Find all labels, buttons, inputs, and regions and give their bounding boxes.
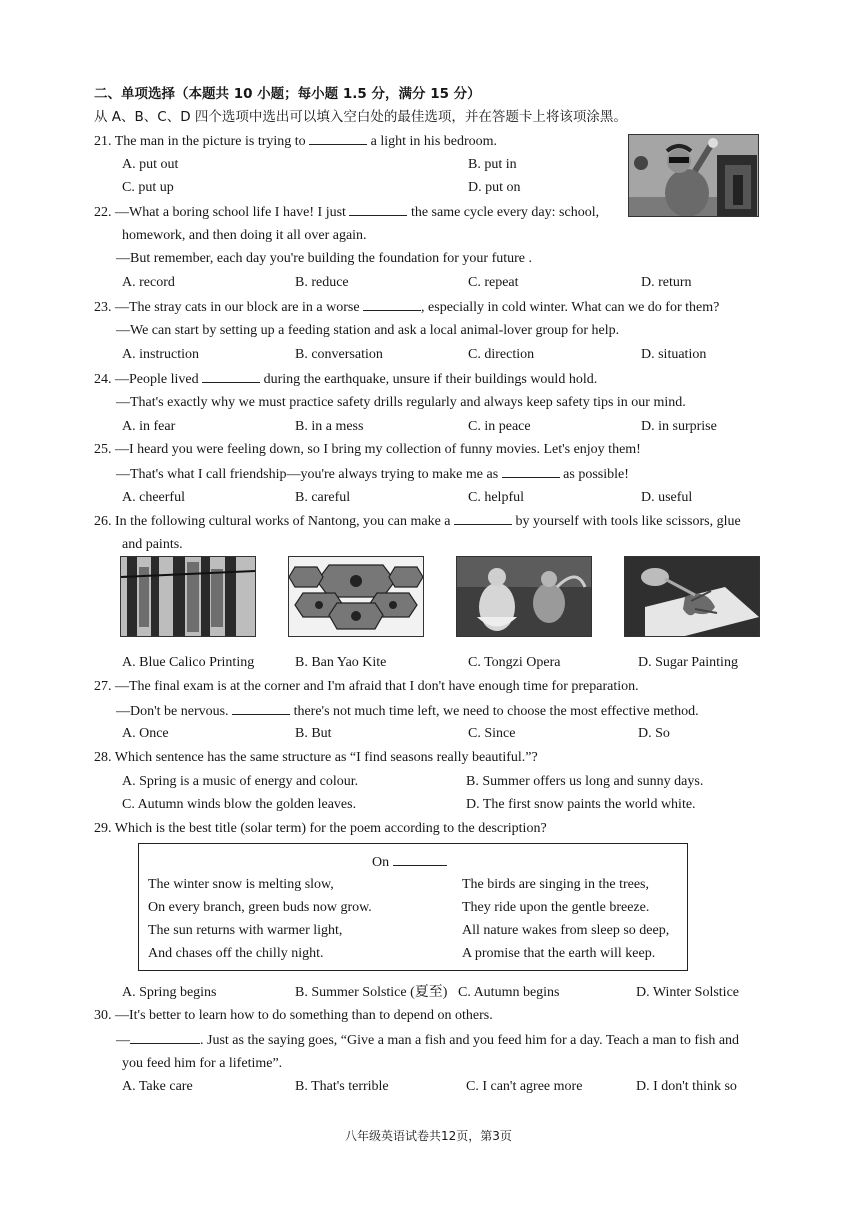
- answer-blank: [130, 1031, 200, 1044]
- q28-option-a: A. Spring is a music of energy and colour.: [122, 774, 359, 789]
- q23-option-a: A. instruction: [122, 347, 199, 362]
- q24-option-d: D. in surprise: [641, 419, 717, 434]
- q24-option-b: B. in a mess: [295, 419, 364, 434]
- answer-blank: [363, 298, 421, 311]
- blue-calico-printing-picture: [120, 556, 256, 637]
- poem-right-line-3: All nature wakes from sleep so deep,: [462, 923, 670, 938]
- q25-text: —That's what I call friendship—you're always trying to make me as: [116, 467, 499, 482]
- q23-line2: —We can start by setting up a feeding station and ask a local animal-lover group for help.: [116, 323, 620, 338]
- answer-blank: [349, 203, 407, 216]
- q25-option-a: A. cheerful: [122, 490, 185, 505]
- q24-text: 24. —People lived: [94, 372, 199, 387]
- q23-text: 23. —The stray cats in our block are in a worse: [94, 300, 360, 315]
- q24-line2: —That's exactly why we must practice safety drills regularly and always keep safety tips in our mind.: [116, 395, 686, 410]
- q27-line1: 27. —The final exam is at the corner and I'm afraid that I don't have enough time for preparation.: [94, 679, 639, 694]
- poem-left-line-4: And chases off the chilly night.: [148, 946, 324, 961]
- sugar-painting-picture: [624, 556, 760, 637]
- q24-text-end: during the earthquake, unsure if their buildings would hold.: [263, 372, 598, 387]
- q30-option-b: B. That's terrible: [295, 1079, 389, 1094]
- answer-blank: [309, 132, 367, 145]
- poem-right-line-1: The birds are singing in the trees,: [462, 877, 650, 892]
- q22-option-d: D. return: [641, 275, 692, 290]
- q22-line2: homework, and then doing it all over again.: [122, 228, 367, 243]
- q25-line2: [116, 465, 629, 484]
- poem-left-line-1: The winter snow is melting slow,: [148, 877, 334, 892]
- q21-picture: [628, 134, 759, 217]
- q21-stem-text: 21. The man in the picture is trying to: [94, 134, 306, 149]
- q27-line2: [116, 702, 699, 721]
- q27-text-end: there's not much time left, we need to choose the most effective method.: [293, 704, 699, 719]
- q30-text: . Just as the saying goes, “Give a man a fish and you feed him for a day. Teach a man to fish and: [200, 1033, 740, 1048]
- q25-option-c: C. helpful: [468, 490, 524, 505]
- q30-dash: —: [116, 1033, 130, 1048]
- q29-option-a: A. Spring begins: [122, 985, 217, 1000]
- q23-option-d: D. situation: [641, 347, 707, 362]
- q22-option-b: B. reduce: [295, 275, 349, 290]
- q26-option-d: D. Sugar Painting: [638, 655, 738, 670]
- q28-option-c: C. Autumn winds blow the golden leaves.: [122, 797, 357, 812]
- q21-stem: [94, 132, 497, 151]
- answer-blank: [502, 465, 560, 478]
- q30-option-d: D. I don't think so: [636, 1079, 737, 1094]
- tongzi-opera-picture: [456, 556, 592, 637]
- poem-right-line-2: They ride upon the gentle breeze.: [462, 900, 650, 915]
- q21-option-d: D. put on: [468, 180, 521, 195]
- q27-option-d: D. So: [638, 726, 670, 741]
- poem-title-text: On: [372, 855, 390, 870]
- q23-option-b: B. conversation: [295, 347, 383, 362]
- q22-option-a: A. record: [122, 275, 175, 290]
- page-footer: 八年级英语试卷共12页，第3页: [345, 1129, 512, 1143]
- q27-option-b: B. But: [295, 726, 332, 741]
- q26-text-end: by yourself with tools like scissors, glue: [515, 514, 741, 529]
- q26-line2: and paints.: [122, 537, 183, 552]
- q23-option-c: C. direction: [468, 347, 535, 362]
- q26-option-c: C. Tongzi Opera: [468, 655, 561, 670]
- q22-option-c: C. repeat: [468, 275, 519, 290]
- q24-option-a: A. in fear: [122, 419, 176, 434]
- q25-text-end: as possible!: [563, 467, 629, 482]
- section-instruction: 从 A、B、C、D 四个选项中选出可以填入空白处的最佳选项，并在答题卡上将该项涂黑。: [94, 109, 627, 125]
- q30-line1: 30. —It's better to learn how to do something than to depend on others.: [94, 1008, 493, 1023]
- answer-blank: [232, 702, 290, 715]
- q25-option-d: D. useful: [641, 490, 693, 505]
- q29-stem: 29. Which is the best title (solar term) for the poem according to the description?: [94, 821, 547, 836]
- q23-text-end: , especially in cold winter. What can we do for them?: [421, 300, 720, 315]
- q28-option-b: B. Summer offers us long and sunny days.: [466, 774, 704, 789]
- q26-option-a: A. Blue Calico Printing: [122, 655, 255, 670]
- q22-line3: —But remember, each day you're building the foundation for your future .: [116, 251, 533, 266]
- q21-stem-text-end: a light in his bedroom.: [370, 134, 498, 149]
- q21-option-a: A. put out: [122, 157, 179, 172]
- q28-stem: 28. Which sentence has the same structure as “I find seasons really beautiful.”?: [94, 750, 538, 765]
- q29-option-b: B. Summer Solstice (夏至): [295, 985, 448, 1000]
- q30-line3: you feed him for a lifetime”.: [122, 1056, 283, 1071]
- q28-option-d: D. The first snow paints the world white.: [466, 797, 696, 812]
- q22-text: 22. —What a boring school life I have! I just: [94, 205, 346, 220]
- answer-blank: [454, 512, 512, 525]
- q22-text-end: the same cycle every day: school,: [410, 205, 600, 220]
- answer-blank: [393, 853, 447, 866]
- q26-text: 26. In the following cultural works of Nantong, you can make a: [94, 514, 451, 529]
- q29-option-c: C. Autumn begins: [458, 985, 560, 1000]
- poem-right-line-4: A promise that the earth will keep.: [462, 946, 656, 961]
- poem-title: [372, 853, 447, 872]
- section-heading: 二、单项选择（本题共 10 小题；每小题 1.5 分，满分 15 分）: [94, 86, 481, 102]
- ban-yao-kite-picture: [288, 556, 424, 637]
- q24-line1: [94, 370, 597, 389]
- q30-line2: [116, 1031, 739, 1050]
- poem-left-line-2: On every branch, green buds now grow.: [148, 900, 372, 915]
- q26-line1: [94, 512, 741, 531]
- q27-option-c: C. Since: [468, 726, 516, 741]
- q21-option-b: B. put in: [468, 157, 517, 172]
- q22-line1: [94, 203, 599, 222]
- q25-option-b: B. careful: [295, 490, 351, 505]
- q25-line1: 25. —I heard you were feeling down, so I bring my collection of funny movies. Let's enjoy them!: [94, 442, 641, 457]
- q26-option-b: B. Ban Yao Kite: [295, 655, 387, 670]
- q27-option-a: A. Once: [122, 726, 169, 741]
- answer-blank: [202, 370, 260, 383]
- poem-left-line-3: The sun returns with warmer light,: [148, 923, 343, 938]
- q30-option-c: C. I can't agree more: [466, 1079, 583, 1094]
- q27-text: —Don't be nervous.: [116, 704, 229, 719]
- q24-option-c: C. in peace: [468, 419, 531, 434]
- q21-option-c: C. put up: [122, 180, 174, 195]
- q30-option-a: A. Take care: [122, 1079, 193, 1094]
- q29-option-d: D. Winter Solstice: [636, 985, 739, 1000]
- q23-line1: [94, 298, 719, 317]
